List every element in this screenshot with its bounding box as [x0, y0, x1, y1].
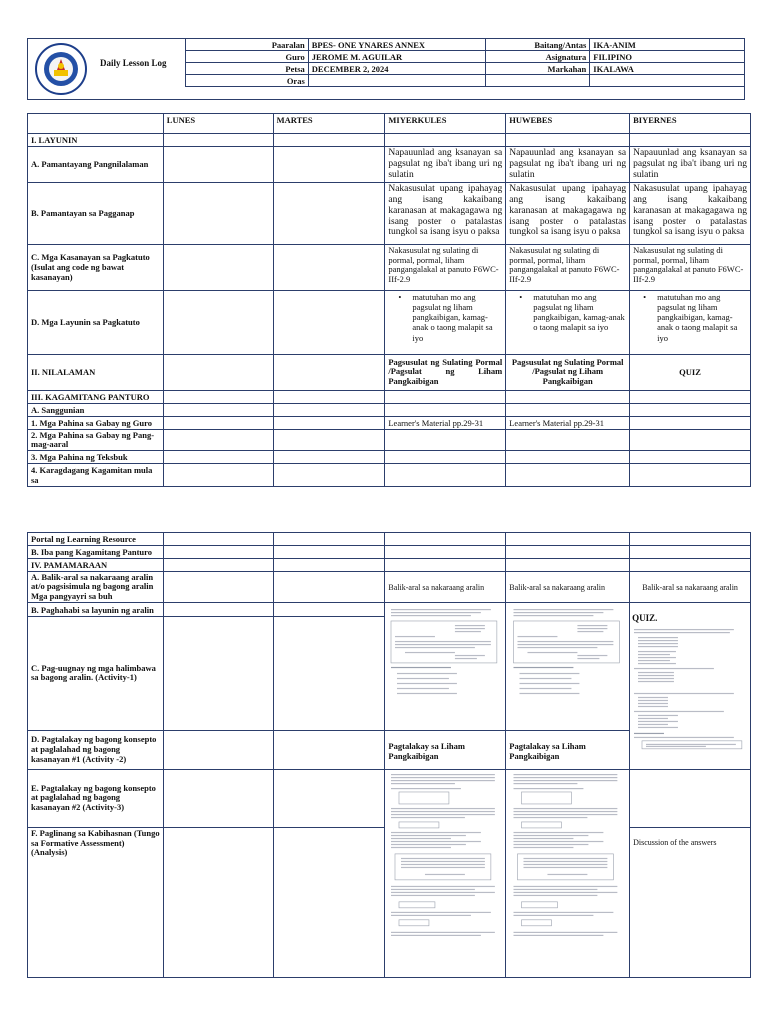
faint-text-line	[638, 721, 678, 722]
row-label: B. Paghahabi sa layunin ng aralin	[28, 603, 164, 617]
faint-text-line	[514, 886, 618, 887]
faint-text-line	[405, 652, 455, 653]
table-row	[28, 451, 751, 464]
row-label: D. Pagtalakay ng bagong konsepto at paglalahad ng bagong kasanayan #1 (Activity -2)	[28, 730, 164, 769]
day-friday: BIYERNES	[630, 114, 751, 134]
day-tuesday: MARTES	[273, 114, 385, 134]
faint-text-line	[395, 641, 491, 642]
faint-text-line	[638, 640, 678, 641]
faint-text-line	[514, 895, 598, 896]
faint-text-line	[638, 718, 668, 719]
faint-box	[522, 902, 558, 908]
faint-text-line	[524, 861, 608, 862]
faint-text-line	[391, 612, 481, 613]
faint-box	[399, 822, 439, 828]
table-row	[28, 464, 751, 487]
faint-text-line	[514, 817, 588, 818]
faint-text-line	[518, 636, 558, 637]
info-label: Guro	[186, 51, 309, 63]
cell-text: Balik-aral sa nakaraang aralin	[630, 572, 751, 603]
faint-text-line	[391, 912, 491, 913]
lesson-image-thu	[506, 769, 630, 977]
info-value: IKALAWA	[590, 63, 745, 75]
info-value: IKA-ANIM	[590, 39, 745, 51]
info-row	[186, 51, 745, 63]
faint-text-line	[397, 693, 457, 694]
cell-text: Napauunlad ang ksanayan sa pagsulat ng iba't ibang uri ng sulatin	[630, 147, 751, 183]
faint-text-line	[401, 867, 485, 868]
faint-text-line	[514, 777, 618, 778]
table-row	[28, 559, 751, 572]
faint-text-line	[520, 693, 580, 694]
section-title-kagamitan: III. KAGAMITANG PANTURO	[28, 390, 164, 403]
faint-box	[522, 792, 572, 804]
faint-text-line	[514, 847, 574, 848]
faint-text-line	[514, 612, 604, 613]
row-label: 1. Mga Pahina sa Gabay ng Guro	[28, 416, 164, 429]
cell-text: QUIZ	[630, 354, 751, 390]
cell-text: Pagsusulat ng Sulating Pormal /Pagsulat ng Liham Pangkaibigan	[385, 354, 506, 390]
faint-text-line	[514, 667, 574, 668]
day-header-row	[28, 114, 751, 134]
faint-text-line	[520, 683, 580, 684]
faint-text-line	[520, 678, 572, 679]
cell-text: Learner's Material pp.29-31	[385, 416, 506, 429]
info-value	[590, 75, 745, 87]
faint-text-line	[514, 838, 574, 839]
faint-text-line	[638, 715, 678, 716]
table-row	[28, 533, 751, 546]
faint-text-line	[578, 625, 608, 626]
faint-text-line	[514, 841, 604, 842]
faint-text-line	[514, 912, 614, 913]
faint-text-line	[518, 644, 614, 645]
faint-text-line	[514, 814, 618, 815]
info-value: FILIPINO	[590, 51, 745, 63]
row-label: F. Paglinang sa Kabihasnan (Tungo sa Formative Assessment) (Analysis)	[28, 827, 164, 977]
table-row	[28, 390, 751, 403]
cell-text: Nakasusulat upang ipahayag ang isang kakaibang karanasan at makagagawa ng isang poster o patalastas tungkol sa isang isyu o paksa	[506, 182, 630, 244]
faint-text-line	[401, 858, 485, 859]
faint-text-line	[514, 835, 589, 836]
objective-item: • matutuhan mo ang pagsulat ng liham pangkaibigan, kamag-anak o taong malapit sa iyo	[412, 292, 502, 343]
info-label: Baitang/Antas	[486, 39, 590, 51]
table-row	[28, 572, 751, 603]
faint-text-line	[401, 861, 485, 862]
faint-text-line	[514, 844, 589, 845]
faint-text-line	[518, 647, 598, 648]
quiz-title: QUIZ.	[632, 613, 658, 624]
faint-text-line	[395, 647, 475, 648]
section-title-pamamaraan: IV. PAMAMARAAN	[28, 559, 164, 572]
faint-text-line	[638, 637, 678, 638]
faint-text-line	[391, 774, 495, 775]
cell-text: Nakasusulat ng sulating di pormal, pormal, liham pangangalakal at panuto F6WC-IIf-2.9	[385, 244, 506, 290]
faint-text-line	[524, 864, 608, 865]
faint-text-line	[638, 703, 668, 704]
row-label: A. Balik-aral sa nakaraang aralin at/o pagsisimula ng bagong aralin Mga pangyayri sa buh	[28, 572, 164, 603]
faint-text-line	[634, 693, 734, 694]
row-label: A. Sanggunian	[28, 403, 164, 416]
faint-text-line	[455, 628, 485, 629]
faint-box	[399, 792, 449, 804]
faint-text-line	[391, 835, 466, 836]
faint-text-line	[638, 681, 674, 682]
table-row	[28, 147, 751, 183]
info-label: Oras	[186, 75, 309, 87]
row-label: 2. Mga Pahina sa Gabay ng Pang-mag-aaral	[28, 429, 164, 451]
cell-text: Learner's Material pp.29-31	[506, 416, 630, 429]
faint-text-line	[397, 683, 457, 684]
faint-text-line	[455, 631, 481, 632]
table-row	[28, 290, 751, 354]
faint-text-line	[634, 629, 734, 630]
day-monday: LUNES	[163, 114, 273, 134]
faint-text-line	[518, 641, 614, 642]
faint-text-line	[391, 844, 466, 845]
faint-text-line	[391, 609, 491, 610]
row-label: 3. Mga Pahina ng Teksbuk	[28, 451, 164, 464]
faint-text-line	[391, 841, 481, 842]
faint-text-line	[638, 678, 674, 679]
faint-text-line	[514, 811, 618, 812]
faint-text-line	[578, 655, 608, 656]
faint-text-line	[391, 808, 495, 809]
faint-text-line	[638, 724, 668, 725]
quiz-image-fri	[630, 603, 751, 770]
faint-text-line	[578, 658, 600, 659]
faint-text-line	[391, 847, 451, 848]
cell-text: Napauunlad ang ksanayan sa pagsulat ng iba't ibang uri ng sulatin	[506, 147, 630, 183]
faint-text-line	[514, 889, 598, 890]
table-row	[28, 244, 751, 290]
faint-text-line	[638, 646, 678, 647]
faint-text-line	[646, 746, 706, 747]
lesson-image-wed	[385, 769, 506, 977]
cell-text: Pagsusulat ng Sulating Pormal /Pagsulat ng Liham Pangkaibigan	[506, 354, 630, 390]
faint-text-line	[391, 935, 481, 936]
row-label: B. Iba pang Kagamitang Panturo	[28, 546, 164, 559]
table-row	[28, 354, 751, 390]
faint-box	[522, 920, 552, 926]
faint-text-line	[391, 817, 465, 818]
cell-text: Balik-aral sa nakaraang aralin	[506, 572, 630, 603]
faint-text-line	[634, 632, 730, 633]
cell-text: Pagtalakay sa Liham Pangkaibigan	[385, 730, 506, 769]
faint-text-line	[391, 932, 495, 933]
faint-text-line	[514, 780, 618, 781]
row-label: B. Pamantayan sa Pagganap	[28, 182, 164, 244]
faint-text-line	[638, 643, 678, 644]
deped-seal-logo	[32, 42, 90, 96]
faint-text-line	[397, 678, 449, 679]
faint-text-line	[514, 774, 618, 775]
section-title-nilalaman: II. NILALAMAN	[28, 354, 164, 390]
faint-text-line	[514, 788, 584, 789]
section-row	[28, 134, 751, 147]
faint-text-line	[391, 892, 495, 893]
faint-text-line	[391, 783, 455, 784]
faint-box	[399, 920, 429, 926]
table-row	[28, 546, 751, 559]
row-label: C. Mga Kasanayan sa Pagkatuto (Isulat ang code ng bawat kasanayan)	[28, 244, 164, 290]
cell-text: Pagtalakay sa Liham Pangkaibigan	[506, 730, 630, 769]
faint-text-line	[514, 892, 618, 893]
objective-item: • matutuhan mo ang pagsulat ng liham pangkaibigan, kamag-anak o taong malapit sa iyo	[657, 292, 747, 343]
cell-text: Napauunlad ang ksanayan sa pagsulat ng iba't ibang uri ng sulatin	[385, 147, 506, 183]
row-label: Portal ng Learning Resource	[28, 533, 164, 546]
faint-text-line	[391, 838, 451, 839]
faint-text-line	[395, 636, 435, 637]
faint-text-line	[455, 625, 485, 626]
faint-text-line	[638, 663, 676, 664]
faint-text-line	[514, 915, 594, 916]
info-label: Petsa	[186, 63, 309, 75]
faint-text-line	[391, 777, 495, 778]
table-row	[28, 403, 751, 416]
faint-text-line	[638, 727, 678, 728]
faint-text-line	[401, 864, 485, 865]
faint-text-line	[455, 658, 477, 659]
faint-text-line	[638, 654, 670, 655]
faint-text-line	[634, 668, 714, 669]
faint-text-line	[646, 744, 736, 745]
info-value: DECEMBER 2, 2024	[308, 63, 486, 75]
faint-text-line	[524, 858, 608, 859]
info-row	[186, 63, 745, 75]
row-label: 4. Karagdagang Kagamitan mula sa	[28, 464, 164, 487]
info-value: BPES- ONE YNARES ANNEX	[308, 39, 486, 51]
faint-text-line	[391, 615, 471, 616]
document-title: Daily Lesson Log	[100, 58, 167, 68]
faint-text-line	[391, 889, 475, 890]
row-label: A. Pamantayang Pangnilalaman	[28, 147, 164, 183]
faint-text-line	[391, 886, 495, 887]
day-wednesday: MIYERKULES	[385, 114, 506, 134]
faint-text-line	[520, 673, 580, 674]
row-label: D. Mga Layunin sa Pagkatuto	[28, 290, 164, 354]
faint-text-line	[391, 895, 475, 896]
faint-text-line	[391, 832, 481, 833]
faint-text-line	[514, 615, 594, 616]
table-row	[28, 182, 751, 244]
faint-text-line	[514, 808, 618, 809]
faint-text-line	[638, 706, 668, 707]
faint-text-line	[578, 631, 604, 632]
worksheet-image-thu	[506, 603, 630, 731]
day-thursday: HUWEBES	[506, 114, 630, 134]
school-info-table	[185, 38, 745, 87]
faint-text-line	[397, 673, 457, 674]
faint-text-line	[638, 657, 676, 658]
faint-text-line	[514, 783, 578, 784]
section-title-layunin: I. LAYUNIN	[28, 134, 164, 147]
objective-item: • matutuhan mo ang pagsulat ng liham pangkaibigan, kamag-anak o taong malapit sa iyo	[533, 292, 626, 333]
faint-box	[399, 902, 435, 908]
faint-text-line	[638, 660, 670, 661]
row-label: C. Pag-uugnay ng mga halimbawa sa bagong aralin. (Activity-1)	[28, 617, 164, 730]
table-row	[28, 416, 751, 429]
cell-text: Balik-aral sa nakaraang aralin	[385, 572, 506, 603]
info-label: Paaralan	[186, 39, 309, 51]
info-value	[308, 75, 486, 87]
cell-text: Nakasusulat ng sulating di pormal, pormal, liham pangangalakal at panuto F6WC-IIf-2.9	[506, 244, 630, 290]
faint-text-line	[514, 935, 604, 936]
faint-text-line	[395, 644, 491, 645]
lesson-plan-table-2	[27, 532, 751, 978]
faint-text-line	[634, 711, 724, 712]
faint-text-line	[548, 874, 588, 875]
faint-text-line	[634, 737, 734, 738]
faint-text-line	[638, 672, 674, 673]
worksheet-image-wed	[385, 603, 506, 731]
cell-text: Nakasusulat ng sulating di pormal, pormal, liham pangangalakal at panuto F6WC-IIf-2.9	[630, 244, 751, 290]
faint-text-line	[391, 915, 471, 916]
faint-text-line	[638, 675, 674, 676]
cell-text: Nakasusulat upang ipahayag ang isang kakaibang karanasan at makagagawa ng isang poster o patalastas tungkol sa isang isyu o paksa	[630, 182, 751, 244]
faint-text-line	[638, 651, 676, 652]
info-label: Asignatura	[486, 51, 590, 63]
table-row	[28, 429, 751, 451]
cell-text: Nakasusulat upang ipahayag ang isang kakaibang karanasan at makagagawa ng isang poster o patalastas tungkol sa isang isyu o paksa	[385, 182, 506, 244]
faint-text-line	[514, 932, 618, 933]
faint-text-line	[638, 697, 668, 698]
faint-text-line	[391, 780, 495, 781]
faint-text-line	[391, 788, 461, 789]
faint-text-line	[520, 688, 572, 689]
faint-text-line	[524, 867, 608, 868]
faint-text-line	[425, 874, 465, 875]
faint-text-line	[634, 733, 664, 734]
info-row	[186, 75, 745, 87]
info-row	[186, 39, 745, 51]
faint-box	[522, 822, 562, 828]
lesson-plan-table-1	[27, 113, 751, 487]
row-label: E. Pagtalakay ng bagong konsepto at paglalahad ng bagong kasanayan #2 (Activity-3)	[28, 769, 164, 827]
cell-text: Discussion of the answers	[630, 827, 751, 977]
info-label	[486, 75, 590, 87]
info-label: Markahan	[486, 63, 590, 75]
faint-text-line	[391, 814, 495, 815]
faint-text-line	[528, 652, 578, 653]
table-row	[28, 603, 751, 617]
faint-text-line	[391, 811, 495, 812]
faint-text-line	[397, 688, 449, 689]
faint-text-line	[391, 667, 451, 668]
faint-text-line	[578, 628, 608, 629]
info-value: JEROME M. AGUILAR	[308, 51, 486, 63]
faint-text-line	[514, 832, 604, 833]
faint-text-line	[514, 609, 614, 610]
faint-text-line	[455, 655, 485, 656]
faint-text-line	[638, 700, 668, 701]
table-row	[28, 769, 751, 827]
empty-cell	[28, 114, 164, 134]
